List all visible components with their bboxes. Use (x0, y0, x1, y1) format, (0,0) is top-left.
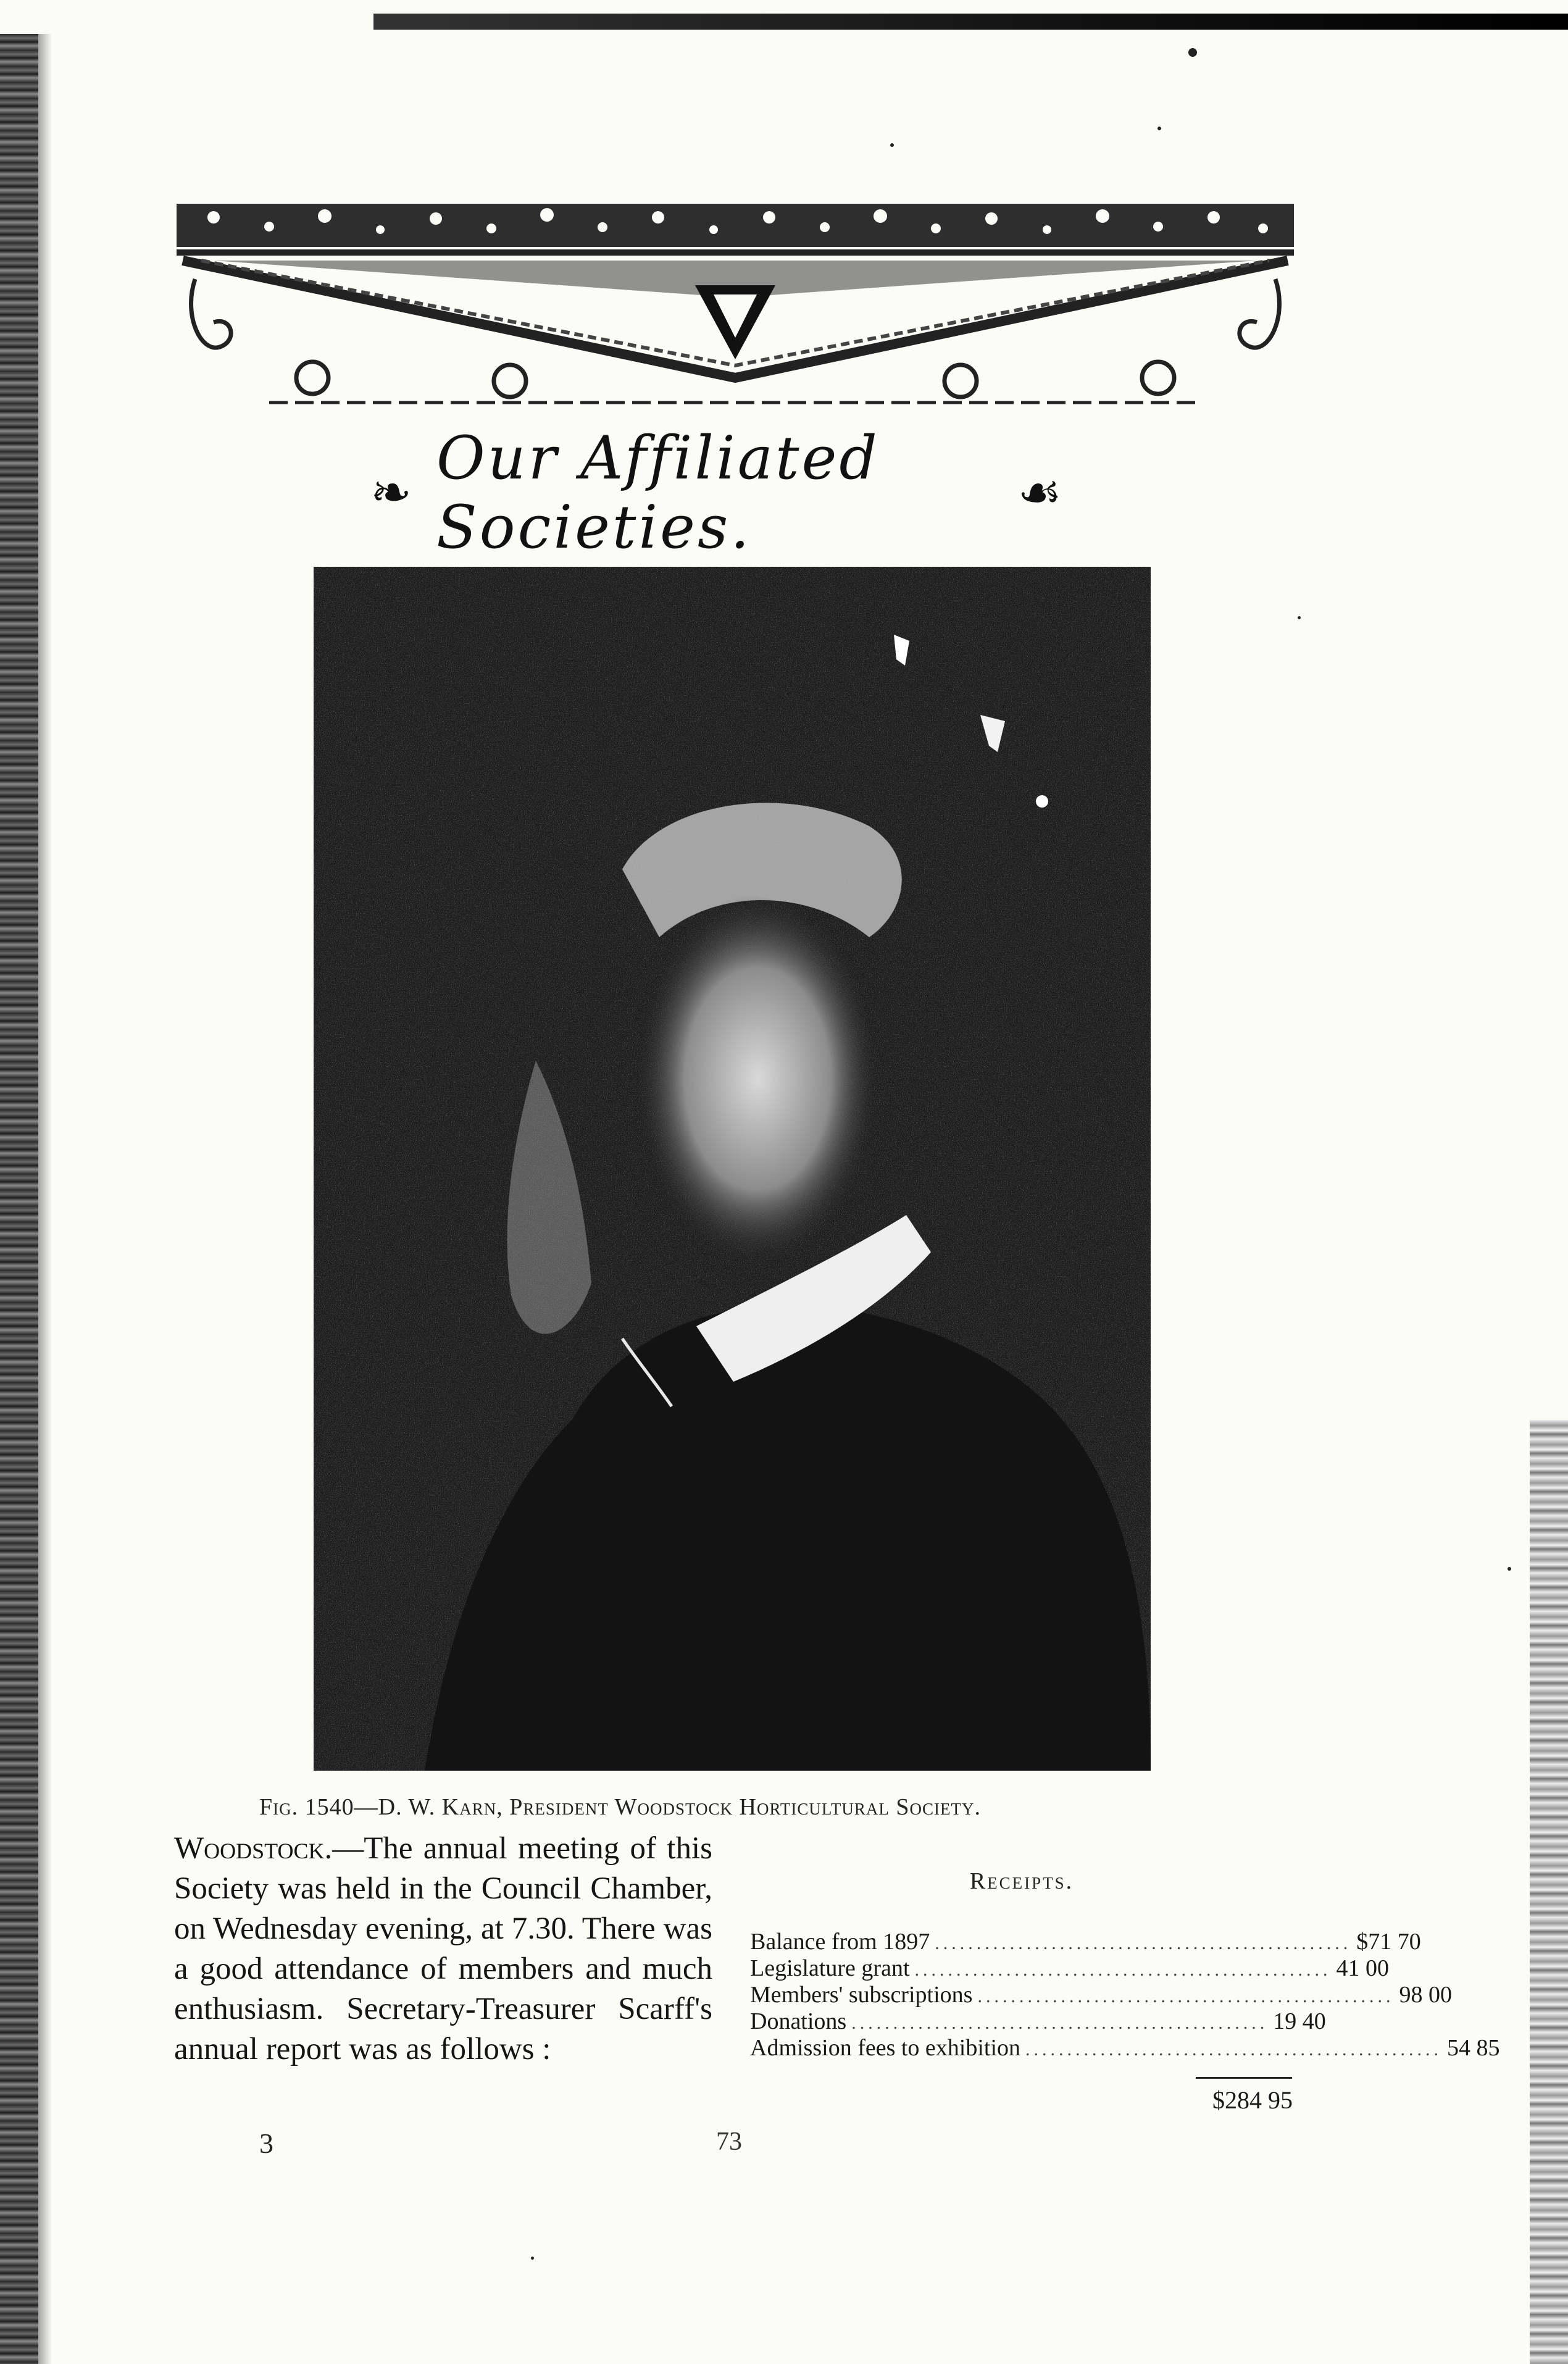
ledger-label: Balance from 1897 (750, 1929, 930, 1955)
ledger-total: $284 95 (1212, 2086, 1293, 2114)
ledger-row (750, 1982, 1452, 2009)
ledger-row (750, 2008, 1326, 2036)
print-speck (1188, 48, 1197, 57)
binding-shadow (38, 34, 52, 2364)
portrait-photograph (314, 567, 1151, 1771)
page-title-text: Our Affiliated Societies. (436, 424, 880, 562)
page-number: 73 (716, 2128, 742, 2156)
signature-mark: 3 (259, 2128, 273, 2159)
ledger-amount: 54 85 (1447, 2035, 1500, 2061)
print-speck (1157, 127, 1161, 130)
leader-dots: .................................................. (851, 2013, 1269, 2033)
print-speck (531, 2257, 534, 2260)
total-rule (1196, 2077, 1292, 2079)
ledger-row (750, 2035, 1500, 2062)
ledger-label: Members' subscriptions (750, 1982, 973, 2008)
ledger-label: Donations (750, 2008, 847, 2034)
decorative-header-ornament (177, 193, 1294, 427)
receipts-heading: Receipts. (969, 1868, 1074, 1894)
ledger-amount: 19 40 (1273, 2008, 1326, 2034)
leader-dots: .................................................. (935, 1933, 1352, 1953)
right-fleuron-icon: ☙ (1017, 466, 1062, 520)
article-body: —The annual meeting of this Society was held in the Council Chamber, on Wednesday evening, at 7.30. There was a good attendance of members and much enthusiasm. Secretary-Treasurer Scarff's annual report was as follows : (174, 1831, 712, 2066)
leader-dots: .................................................. (977, 1986, 1395, 2007)
article-paragraph (174, 1829, 712, 2070)
receipts-ledger (750, 1929, 1500, 2062)
ledger-amount: 98 00 (1399, 1982, 1452, 2008)
ledger-label: Admission fees to exhibition (750, 2035, 1021, 2061)
article-lead: Woodstock. (174, 1831, 333, 1866)
ledger-amount: $71 70 (1356, 1929, 1421, 1955)
ledger-row (750, 1929, 1421, 1956)
print-speck (890, 143, 894, 147)
scanned-page-right-edge (1530, 1420, 1568, 2364)
print-speck (1298, 616, 1301, 619)
top-rule (373, 14, 1568, 30)
ledger-amount: 41 00 (1336, 1955, 1390, 1981)
leader-dots: .................................................. (1025, 2039, 1443, 2060)
scanned-page-binding-edge (0, 34, 38, 2364)
print-speck (1508, 1567, 1511, 1571)
ledger-label: Legislature grant (750, 1955, 910, 1981)
ledger-row (750, 1955, 1390, 1982)
page-title (346, 424, 1086, 562)
left-fleuron-icon: ❧ (370, 466, 412, 520)
figure-caption: Fig. 1540—D. W. Karn, President Woodstock Horticultural Society. (259, 1794, 981, 1820)
leader-dots: .................................................. (914, 1960, 1332, 1980)
